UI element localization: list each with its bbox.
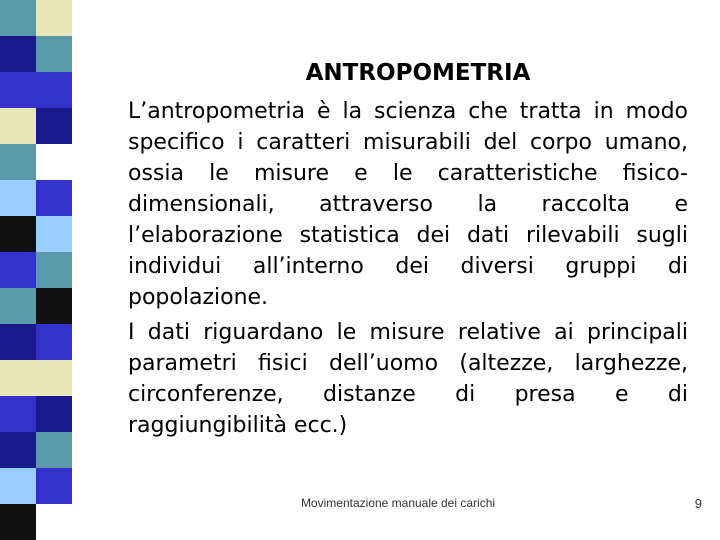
strip-square	[0, 396, 36, 432]
strip-square	[0, 180, 36, 216]
strip-square	[0, 108, 36, 144]
strip-square	[36, 396, 72, 432]
strip-square	[36, 252, 72, 288]
strip-square	[36, 288, 72, 324]
strip-square	[36, 360, 72, 396]
strip-square	[36, 180, 72, 216]
paragraph-data: I dati riguardano le misure relative ai principali parametri fisici dell’uomo (altezze, larghezze, circonferenze, distanze di presa e di raggiungibilità ecc.)	[128, 320, 688, 438]
strip-square	[36, 72, 72, 108]
slide-content	[128, 60, 688, 441]
strip-square	[36, 216, 72, 252]
strip-square	[0, 432, 36, 468]
strip-square	[0, 468, 36, 504]
strip-square	[0, 72, 36, 108]
strip-square	[36, 0, 72, 36]
strip-square	[0, 324, 36, 360]
strip-square	[0, 360, 36, 396]
strip-square	[0, 216, 36, 252]
strip-square	[36, 36, 72, 72]
strip-square	[0, 36, 36, 72]
strip-square	[0, 252, 36, 288]
strip-square	[0, 144, 36, 180]
slide-title: ANTROPOMETRIA	[305, 60, 531, 86]
decorative-checker-strip	[0, 0, 72, 540]
strip-square	[0, 288, 36, 324]
strip-square	[36, 324, 72, 360]
strip-square	[36, 108, 72, 144]
strip-square	[36, 432, 72, 468]
page-number: 9	[694, 496, 702, 511]
paragraph-definition: L’antropometria è la scienza che tratta in modo specifico i caratteri misurabili del corpo umano, ossia le misure e le caratteristiche fisico-dimensionali, attraverso la raccolta e l’elaborazione statistica dei dati rilevabili sugli individui all’interno dei diversi gruppi di popolazione.	[128, 99, 688, 310]
strip-square	[36, 504, 72, 540]
strip-square	[36, 144, 72, 180]
strip-square	[0, 504, 36, 540]
strip-square	[0, 0, 36, 36]
slide-footer: Movimentazione manuale dei carichi	[300, 496, 496, 510]
strip-square	[36, 468, 72, 504]
